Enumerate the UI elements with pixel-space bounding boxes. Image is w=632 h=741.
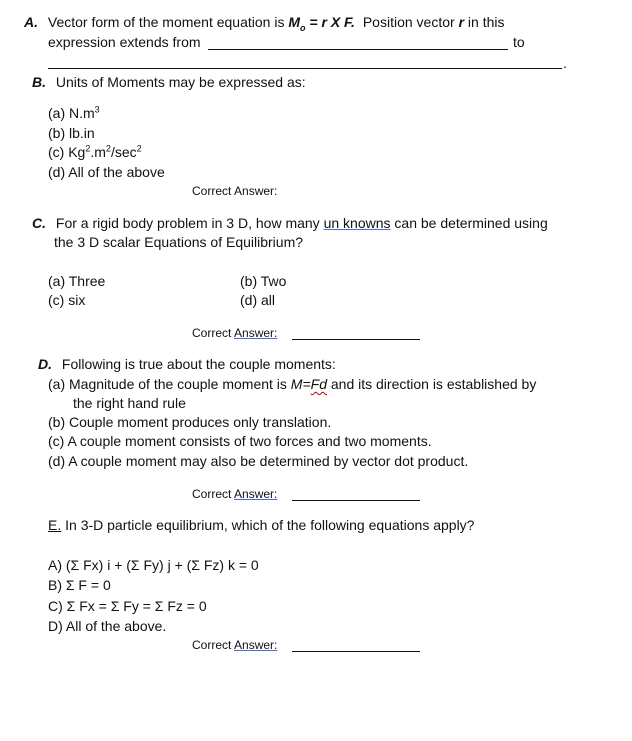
- question-a-to: to: [513, 34, 525, 50]
- question-b-label: B.: [32, 74, 46, 90]
- question-c-text-line-2: the 3 D scalar Equations of Equilibrium?: [54, 234, 304, 250]
- question-c-text-1: For a rigid body problem in 3 D, how many: [55, 215, 320, 231]
- question-d-text: Following is true about the couple moments:: [61, 356, 336, 372]
- question-e-line: [48, 516, 474, 534]
- question-c-option-a: (a) Three: [48, 273, 106, 289]
- question-e-answer-blank[interactable]: [292, 651, 420, 652]
- option-a-sup: 3: [94, 104, 100, 115]
- question-c-option-b: (b) Two: [240, 273, 287, 289]
- correct-label: Correct: [192, 487, 232, 501]
- question-c-text-2: can be determined using: [394, 215, 548, 231]
- question-e-option-a: [48, 556, 259, 574]
- question-a-text-2: Position vector: [362, 14, 455, 30]
- question-b-text: Units of Moments may be expressed as:: [55, 74, 306, 90]
- question-e-label: E.: [48, 517, 62, 533]
- option-c-sup-2: 2: [105, 143, 111, 154]
- question-d-label: D.: [38, 356, 52, 372]
- question-d-correct-answer: [192, 485, 277, 503]
- option-b-equation: Σ F = 0: [65, 577, 111, 593]
- option-a-text-1: (a) Magnitude of the couple moment is: [48, 376, 287, 392]
- question-b-correct-answer: Correct Answer:: [192, 184, 278, 198]
- question-d-option-b: (b) Couple moment produces only translation.: [48, 414, 332, 430]
- option-c-text-1: (c) Kg: [48, 144, 86, 160]
- question-d-answer-blank[interactable]: [292, 500, 420, 501]
- question-e-text: In 3-D particle equilibrium, which of the following equations apply?: [65, 517, 475, 533]
- option-a-label: A): [48, 557, 62, 573]
- option-a-text-2: and its direction is established by: [330, 376, 537, 392]
- question-a-expression-text: expression extends from: [48, 34, 201, 50]
- question-b-option-c: [48, 143, 142, 161]
- answer-label: Answer:: [234, 638, 278, 652]
- question-a-text-1: Vector form of the moment equation is: [47, 14, 285, 30]
- moment-equation: = r X F.: [309, 14, 355, 30]
- question-d-option-a-line-2: the right hand rule: [73, 395, 186, 411]
- option-c-equation: Σ Fx = Σ Fy = Σ Fz = 0: [66, 598, 207, 614]
- option-a-text: (a) N.m: [48, 105, 95, 121]
- correct-label: Correct: [192, 638, 232, 652]
- question-c-answer-blank[interactable]: [292, 339, 420, 340]
- question-a-text-3: in this: [467, 14, 505, 30]
- question-d-option-a: [48, 375, 536, 393]
- question-b-line: [32, 73, 306, 91]
- question-a-blank-1[interactable]: [208, 49, 508, 50]
- moment-symbol: M: [288, 14, 301, 30]
- option-c-sup-1: 2: [85, 143, 91, 154]
- correct-label: Correct: [192, 326, 232, 340]
- question-d-line: [38, 355, 336, 373]
- option-a-eq-1: M=: [290, 376, 311, 392]
- option-c-label: C): [48, 598, 63, 614]
- option-b-label: B): [48, 577, 62, 593]
- question-e-option-b: [48, 576, 111, 594]
- position-vector-symbol: r: [458, 14, 465, 30]
- question-b-option-a: [48, 104, 100, 122]
- question-d-option-c: (c) A couple moment consists of two forces and two moments.: [48, 433, 432, 449]
- question-c-unknowns: un knowns: [323, 215, 391, 231]
- moment-subscript: o: [300, 22, 306, 33]
- question-e-correct-answer: [192, 636, 277, 654]
- option-a-eq-2: Fd: [310, 376, 327, 392]
- question-c-option-d: (d) all: [240, 292, 276, 308]
- question-c-option-c: (c) six: [48, 292, 86, 308]
- answer-label: Answer:: [234, 326, 278, 340]
- question-a-blank-2[interactable]: [48, 68, 562, 69]
- question-a-period: .: [563, 55, 567, 71]
- answer-label: Answer:: [234, 487, 278, 501]
- question-e-option-d: D) All of the above.: [48, 618, 167, 634]
- question-c-line-1: [32, 214, 548, 232]
- question-b-option-d: (d) All of the above: [48, 164, 165, 180]
- option-c-text-3: /sec: [110, 144, 137, 160]
- option-c-sup-3: 2: [136, 143, 142, 154]
- question-c-label: C.: [32, 215, 46, 231]
- option-a-equation: (Σ Fx) i + (Σ Fy) j + (Σ Fz) k = 0: [65, 557, 259, 573]
- option-c-text-2: .m: [90, 144, 106, 160]
- question-d-option-d: (d) A couple moment may also be determined by vector dot product.: [48, 453, 469, 469]
- question-c-correct-answer: [192, 324, 277, 342]
- question-e-option-c: [48, 597, 207, 615]
- question-b-option-b: (b) lb.in: [48, 125, 95, 141]
- question-a-label: A.: [24, 14, 38, 30]
